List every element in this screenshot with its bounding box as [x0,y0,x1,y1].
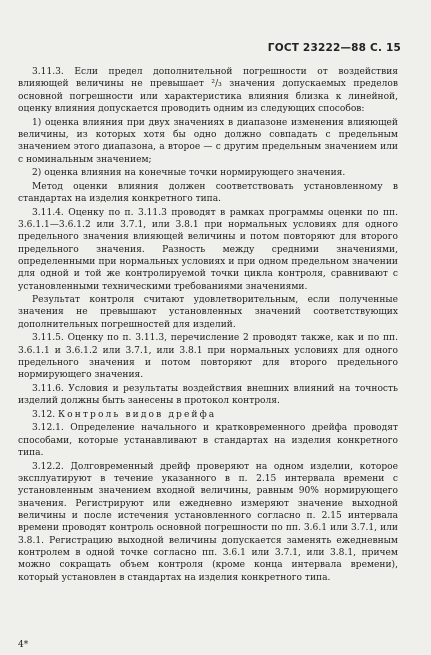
paragraph-3-12-2: 3.12.2. Долговременный дрейф проверяют на одном изделии, которое эксплуатируют в течение указанного в п. 2.15 интервала времени с установленным значением входной величины, равным 90% нормирующего значения. Регистрируют или ежедневно измеряют значение выходной величины и после истечения установленного согласно п. 2.15 интервала времени проводят контроль основной погрешности по пп. 3.6.1 или 3.7.1, или 3.8.1. Регистрацию выходной величины допускается заменять ежедневным контролем в одной точке согласно пп. 3.6.1 или 3.7.1, или 3.8.1, причем можно сокращать объем контроля (кроме конца интервала времени), который установлен в стандартах на изделия конкретного типа. [18,461,398,583]
paragraph-item-1: 1) оценка влияния при двух значениях в диапазоне изменения влияющей величины, из которых хотя бы одно должно совпадать с предельным значением этого диапазона, а второе — с другим предельным значением или с номинальным значением; [18,117,398,165]
paragraph-3-12-1: 3.12.1. Определение начального и кратковременного дрейфа проводят способами, которые устанавливают в стандартах на изделия конкретного типа. [18,423,398,458]
running-header: ГОСТ 23222—88 С. 15 [267,42,401,54]
paragraph-item-2: 2) оценка влияния на конечные точки нормирующего значения. [32,168,346,179]
paragraph-3-11-4: 3.11.4. Оценку по п. 3.11.3 проводят в рамках программы оценки по пп. 3.6.1.1—3.6.1.2 или 3.7.1, или 3.8.1 при нормальных условиях для одного предельного значения влияющей величины и потом повторяют для второго предельного значения. Разность между средними значениями, определенными при нормальных условиях и при одном предельном значении для одной и той же контролируемой точки цикла контроля, сравнивают с установленными техническими требованиями значениями. [18,207,398,292]
paragraph-3-11-3: 3.11.3. Если предел дополнительной погрешности от воздействия влияющей величины не превышает ²/₃ значения допускаемых пределов основной погрешности или характеристика влияния близка к линейной, оценку влияния допускается проводить одним из следующих способов: [18,67,398,115]
section-title: Контроль видов дрейфа [58,409,217,420]
paragraph-3-11-5: 3.11.5. Оценку по п. 3.11.3, перечисление 2 проводят также, как и по пп. 3.6.1.1 и 3.6.1.2 или 3.7.1, или 3.8.1 при нормальных условиях для одного предельного значения и потом повторяют для второго предельного нормирующего значения. [18,333,398,381]
paragraph-result: Результат контроля считают удовлетворительным, если полученные значения не превышают установленных значений соответствующих дополнительных погрешностей для изделий. [18,295,398,330]
section-heading-3-12 [18,409,398,421]
document-body [18,66,398,585]
paragraph-method: Метод оценки влияния должен соответствовать установленному в стандартах на изделия конкретного типа. [18,181,398,204]
paragraph-3-11-6: 3.11.6. Условия и результаты воздействия внешних влияний на точность изделий должны быть занесены в протокол контроля. [18,383,398,407]
page-mark: 4* [18,640,29,650]
section-number: 3.12. [32,409,56,420]
